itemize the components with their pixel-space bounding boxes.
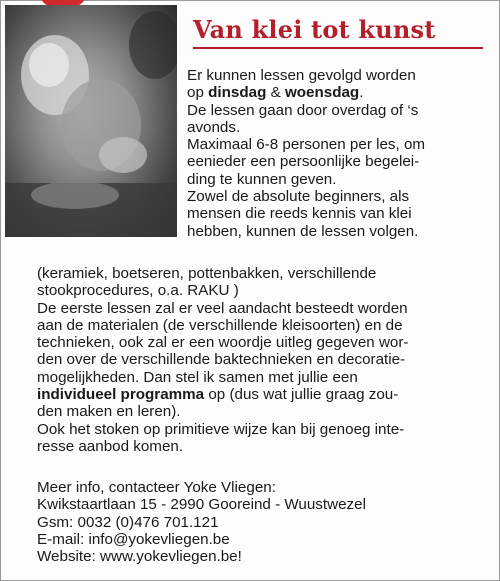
text-line bbox=[37, 334, 408, 351]
bold-text: dinsdag bbox=[208, 84, 267, 102]
text-segment: hebben, kunnen de lessen volgen. bbox=[187, 222, 419, 240]
text-segment: eenieder een persoonlijke begelei- bbox=[187, 153, 420, 171]
text-line bbox=[37, 438, 408, 455]
text-line bbox=[37, 369, 408, 386]
text-line bbox=[187, 188, 425, 205]
text-line bbox=[37, 386, 408, 403]
text-line bbox=[187, 153, 425, 170]
text-line bbox=[37, 548, 366, 565]
bold-text: woensdag bbox=[284, 84, 360, 102]
text-segment: Er kunnen lessen gevolgd worden bbox=[187, 67, 416, 84]
text-line bbox=[37, 317, 408, 334]
article-title: Van klei tot kunst bbox=[193, 15, 436, 44]
text-segment: den maken en leren). bbox=[37, 403, 181, 421]
title-underline bbox=[193, 47, 483, 49]
text-line bbox=[37, 479, 366, 496]
text-line bbox=[37, 300, 408, 317]
text-segment: den over de verschillende baktechnieken en decoratie- bbox=[37, 351, 406, 369]
contact-block bbox=[37, 479, 366, 565]
text-line bbox=[37, 265, 408, 282]
text-line bbox=[187, 205, 425, 222]
bold-text: individueel programma bbox=[37, 386, 205, 404]
text-segment: Maximaal 6-8 personen per les, om bbox=[187, 136, 426, 154]
text-segment: mogelijkheden. Dan stel ik samen met jullie een bbox=[37, 368, 358, 386]
text-line bbox=[187, 84, 425, 101]
text-segment: De eerste lessen zal er veel aandacht besteedt worden bbox=[37, 299, 408, 317]
text-segment: technieken, ook zal er een woordje uitleg gegeven wor- bbox=[37, 334, 409, 352]
pottery-photo bbox=[5, 5, 177, 237]
text-segment: stookprocedures, o.a. RAKU ) bbox=[37, 282, 239, 300]
text-segment: Kwikstaartlaan 15 - 2990 Gooreind - Wuustwezel bbox=[37, 496, 366, 514]
text-segment: resse aanbod komen. bbox=[37, 437, 184, 455]
text-segment: & bbox=[266, 84, 285, 102]
text-line bbox=[187, 171, 425, 188]
text-line bbox=[37, 496, 366, 513]
text-segment: De lessen gaan door overdag of ‘s bbox=[187, 101, 419, 119]
photo-illustration bbox=[5, 5, 177, 237]
text-segment: aan de materialen (de verschillende kleisoorten) en de bbox=[37, 316, 403, 334]
text-line bbox=[37, 421, 408, 438]
text-line bbox=[37, 403, 408, 420]
text-segment: Gsm: 0032 (0)476 701.121 bbox=[37, 513, 219, 531]
intro-paragraph bbox=[187, 67, 425, 240]
text-segment: avonds. bbox=[187, 118, 241, 136]
text-line bbox=[187, 136, 425, 153]
text-segment: Meer info, contacteer Yoke Vliegen: bbox=[37, 479, 276, 496]
text-line bbox=[37, 514, 366, 531]
text-line bbox=[187, 223, 425, 240]
text-segment: mensen die reeds kennis van klei bbox=[187, 205, 412, 223]
text-segment: op bbox=[187, 84, 209, 102]
text-line bbox=[187, 119, 425, 136]
text-segment: Zowel de absolute beginners, als bbox=[187, 188, 410, 206]
text-segment: op (dus wat jullie graag zou- bbox=[204, 386, 399, 404]
text-line bbox=[187, 67, 425, 84]
text-segment: Ook het stoken op primitieve wijze kan bij genoeg inte- bbox=[37, 420, 405, 438]
text-line bbox=[37, 351, 408, 368]
text-segment: E-mail: info@yokevliegen.be bbox=[37, 530, 230, 548]
text-line bbox=[37, 282, 408, 299]
text-segment: . bbox=[359, 84, 364, 102]
text-line bbox=[37, 531, 366, 548]
main-paragraph bbox=[37, 265, 408, 455]
text-segment: Website: www.yokevliegen.be! bbox=[37, 548, 242, 566]
text-line bbox=[187, 102, 425, 119]
text-segment: (keramiek, boetseren, pottenbakken, verschillende bbox=[37, 265, 377, 282]
text-segment: ding te kunnen geven. bbox=[187, 170, 337, 188]
